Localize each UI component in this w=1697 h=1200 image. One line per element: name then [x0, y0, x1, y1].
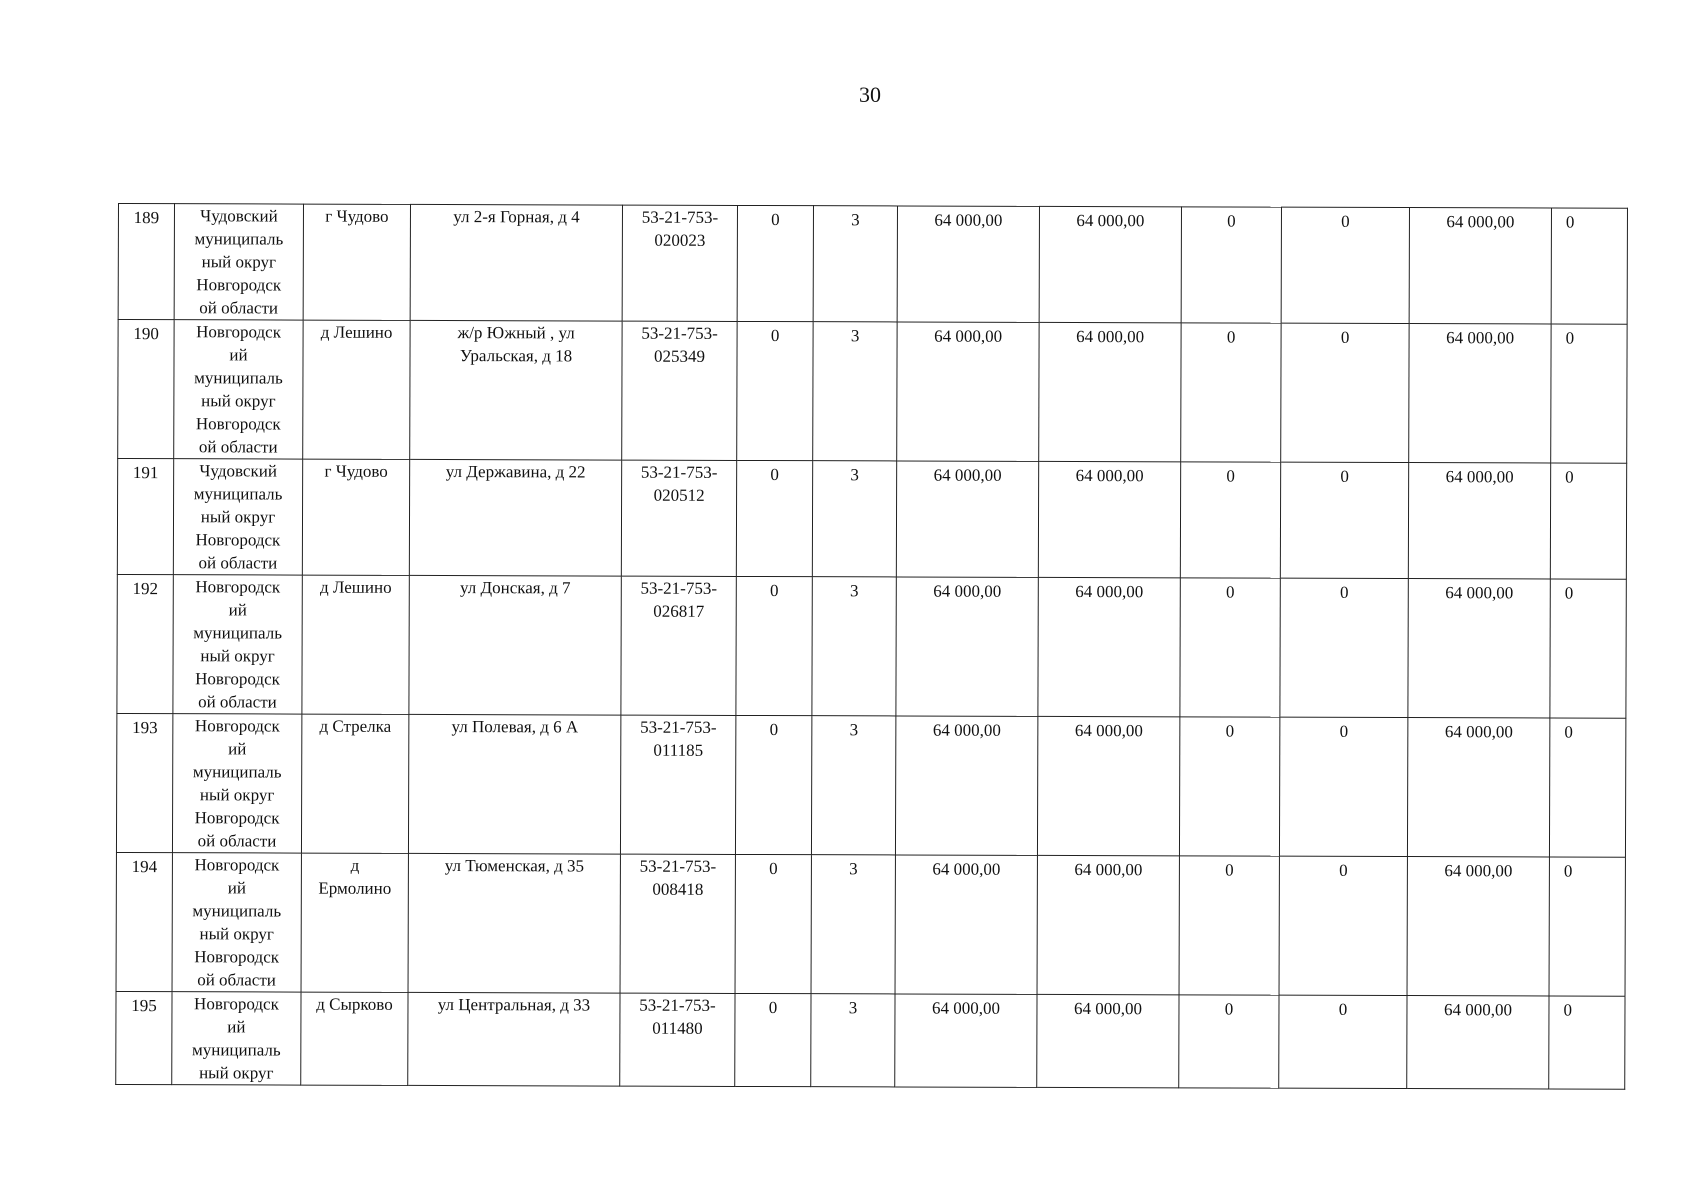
value-cell-10: 0 [1179, 717, 1279, 856]
value-cell-11: 0 [1281, 323, 1409, 462]
amount-cell-12: 64 000,00 [1408, 579, 1550, 718]
settlement-cell: д Стрелка [301, 714, 408, 853]
address-cell: ул Центральная, д 33 [408, 992, 620, 1086]
value-cell-6: 0 [736, 460, 812, 576]
table-row [117, 574, 1626, 718]
value-cell-7: 3 [811, 994, 895, 1087]
amount-cell-8: 64 000,00 [895, 855, 1037, 994]
address-cell: ул Полевая, д 6 А [408, 714, 620, 854]
value-cell-10: 0 [1181, 323, 1281, 462]
district-cell: Чудовский муниципаль ный округ Новгородск ой области [173, 459, 302, 575]
address-cell: ж/р Южный , ул Уральская, д 18 [410, 320, 622, 460]
amount-cell-12: 64 000,00 [1409, 324, 1551, 463]
amount-cell-9: 64 000,00 [1037, 994, 1179, 1087]
value-cell-6: 0 [736, 576, 812, 715]
value-cell-10: 0 [1179, 856, 1279, 995]
code-cell: 53-21-753- 011480 [620, 993, 735, 1086]
district-cell: Новгородск ий муниципаль ный округ Новгородск ой области [172, 853, 301, 992]
row-number-cell: 192 [117, 574, 173, 713]
table-row [116, 713, 1625, 857]
amount-cell-12: 64 000,00 [1408, 463, 1550, 579]
district-cell: Новгородск ий муниципаль ный округ Новгородск ой области [173, 575, 302, 714]
value-cell-11: 0 [1280, 578, 1408, 717]
value-cell-11: 0 [1279, 717, 1407, 856]
value-cell-13: 0 [1549, 857, 1625, 996]
district-cell: Новгородск ий муниципаль ный округ Новгородск ой области [172, 714, 301, 853]
value-cell-7: 3 [812, 461, 896, 577]
amount-cell-8: 64 000,00 [896, 461, 1038, 577]
amount-cell-12: 64 000,00 [1409, 208, 1551, 324]
row-number-cell: 195 [116, 991, 172, 1084]
amount-cell-8: 64 000,00 [896, 577, 1038, 716]
amount-cell-9: 64 000,00 [1037, 716, 1179, 855]
address-cell: ул Державина, д 22 [409, 459, 621, 576]
value-cell-10: 0 [1180, 462, 1280, 578]
amount-cell-9: 64 000,00 [1039, 206, 1181, 322]
code-cell: 53-21-753- 008418 [620, 854, 735, 993]
settlement-cell: д Сырково [301, 992, 408, 1085]
value-cell-6: 0 [735, 715, 811, 854]
amount-cell-9: 64 000,00 [1039, 322, 1181, 461]
amount-cell-9: 64 000,00 [1038, 461, 1180, 577]
row-number-cell: 190 [118, 320, 174, 459]
value-cell-6: 0 [735, 854, 811, 993]
settlement-cell: д Ермолино [301, 853, 408, 992]
code-cell: 53-21-753- 020512 [621, 460, 736, 576]
page-number: 30 [859, 82, 881, 107]
value-cell-10: 0 [1181, 207, 1281, 323]
code-cell: 53-21-753- 020023 [622, 205, 737, 321]
value-cell-7: 3 [813, 206, 897, 322]
district-cell: Чудовский муниципаль ный округ Новгородск ой области [174, 204, 303, 320]
district-cell: Новгородск ий муниципаль ный округ Новгородск ой области [174, 320, 303, 459]
value-cell-13: 0 [1549, 718, 1625, 857]
amount-cell-12: 64 000,00 [1407, 857, 1549, 996]
row-number-cell: 191 [117, 459, 173, 575]
value-cell-13: 0 [1551, 324, 1627, 463]
settlement-cell: д Лешино [303, 320, 410, 459]
value-cell-11: 0 [1281, 207, 1409, 323]
value-cell-11: 0 [1279, 856, 1407, 995]
settlement-cell: г Чудово [302, 459, 409, 575]
table-row [118, 204, 1627, 325]
row-number-cell: 193 [116, 713, 172, 852]
value-cell-13: 0 [1550, 463, 1626, 579]
value-cell-13: 0 [1550, 579, 1626, 718]
table-body [116, 204, 1628, 1090]
settlement-cell: д Лешино [302, 575, 409, 714]
amount-cell-9: 64 000,00 [1038, 577, 1180, 716]
settlement-cell: г Чудово [303, 204, 410, 320]
code-cell: 53-21-753- 025349 [622, 321, 737, 460]
address-cell: ул Тюменская, д 35 [408, 853, 620, 993]
code-cell: 53-21-753- 026817 [621, 576, 736, 715]
table-row [118, 320, 1627, 464]
value-cell-7: 3 [811, 716, 895, 855]
table-row [116, 852, 1625, 996]
value-cell-13: 0 [1549, 996, 1625, 1089]
value-cell-7: 3 [813, 322, 897, 461]
district-cell: Новгородск ий муниципаль ный округ [172, 992, 301, 1085]
value-cell-10: 0 [1180, 578, 1280, 717]
table-row [116, 991, 1625, 1089]
value-cell-11: 0 [1280, 462, 1408, 578]
value-cell-6: 0 [735, 993, 811, 1086]
amount-cell-8: 64 000,00 [897, 206, 1039, 322]
value-cell-6: 0 [737, 205, 813, 321]
value-cell-11: 0 [1279, 995, 1407, 1088]
row-number-cell: 189 [118, 204, 174, 320]
value-cell-6: 0 [737, 321, 813, 460]
amount-cell-8: 64 000,00 [895, 994, 1037, 1087]
amount-cell-12: 64 000,00 [1407, 718, 1549, 857]
address-cell: ул Донская, д 7 [409, 575, 621, 715]
value-cell-7: 3 [811, 855, 895, 994]
code-cell: 53-21-753- 011185 [620, 715, 735, 854]
value-cell-7: 3 [812, 577, 896, 716]
value-cell-10: 0 [1179, 995, 1279, 1088]
data-table [115, 203, 1628, 1090]
address-cell: ул 2-я Горная, д 4 [410, 204, 622, 321]
amount-cell-8: 64 000,00 [897, 322, 1039, 461]
row-number-cell: 194 [116, 852, 172, 991]
value-cell-13: 0 [1551, 208, 1627, 324]
amount-cell-12: 64 000,00 [1407, 996, 1549, 1089]
amount-cell-8: 64 000,00 [895, 716, 1037, 855]
amount-cell-9: 64 000,00 [1037, 855, 1179, 994]
table-row [117, 459, 1626, 580]
